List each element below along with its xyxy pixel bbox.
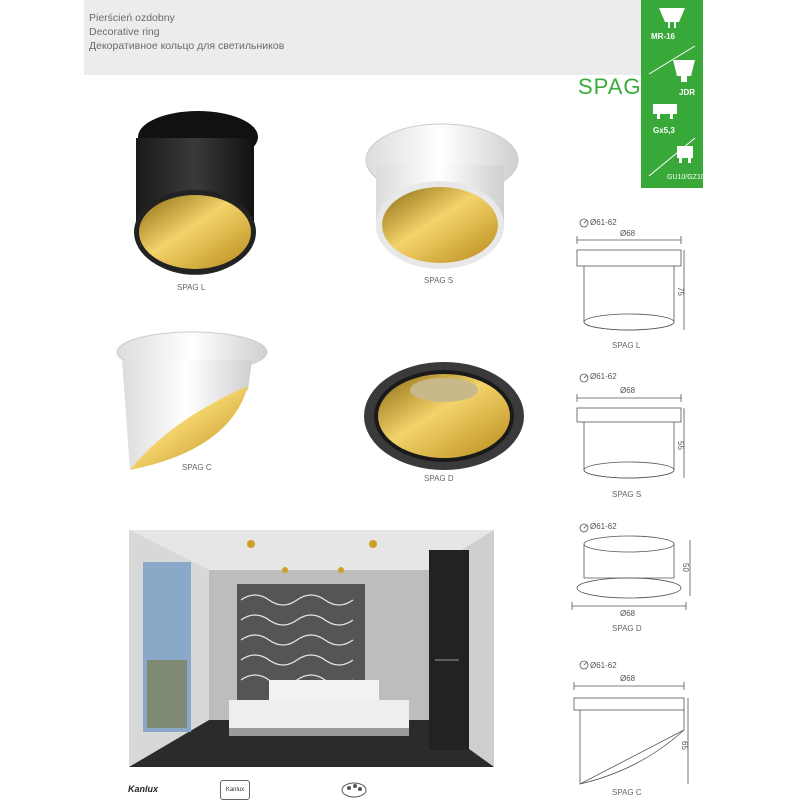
- cutout-spag-c: Ø61-62: [590, 661, 617, 670]
- paint-palette-icon: [340, 780, 368, 798]
- drawing-caption-spag-d: SPAG D: [612, 624, 642, 633]
- title-polish: Pierścień ozdobny: [89, 12, 175, 24]
- title-english: Decorative ring: [89, 26, 160, 38]
- cutout-spag-d: Ø61-62: [590, 522, 617, 531]
- drawing-caption-spag-c: SPAG C: [612, 788, 642, 797]
- caption-spag-l: SPAG L: [177, 283, 206, 292]
- caption-spag-c: SPAG C: [182, 463, 212, 472]
- diameter-spag-s: Ø68: [620, 386, 636, 395]
- kanlux-badge-icon: Kanlux: [220, 780, 250, 800]
- label-gu10: GU10/GZ10: [667, 174, 705, 181]
- label-jdr: JDR: [679, 88, 696, 97]
- series-name: SPAG: [578, 74, 642, 99]
- cutout-spag-l: Ø61-62: [590, 218, 617, 227]
- height-spag-d: 50: [680, 563, 690, 572]
- cutout-spag-s: Ø61-62: [590, 372, 617, 381]
- drawing-caption-spag-s: SPAG S: [612, 490, 642, 499]
- title-russian: Декоративное кольцо для светильников: [89, 40, 285, 52]
- bedroom-photo: [129, 530, 494, 767]
- caption-spag-d: SPAG D: [424, 474, 454, 483]
- drawing-caption-spag-l: SPAG L: [612, 341, 641, 350]
- drawing-spag-d: [572, 524, 690, 610]
- caption-spag-s: SPAG S: [424, 276, 454, 285]
- height-spag-l: 75: [675, 287, 685, 296]
- height-spag-c: 65: [679, 741, 689, 750]
- diameter-spag-c: Ø68: [620, 674, 636, 683]
- label-mr16: MR-16: [651, 32, 676, 41]
- height-spag-s: 55: [675, 441, 685, 450]
- diameter-spag-d: Ø68: [620, 609, 636, 618]
- diameter-spag-l: Ø68: [620, 229, 636, 238]
- kanlux-logo: Kanlux: [128, 784, 159, 794]
- label-gx53: Gx5,3: [653, 126, 675, 135]
